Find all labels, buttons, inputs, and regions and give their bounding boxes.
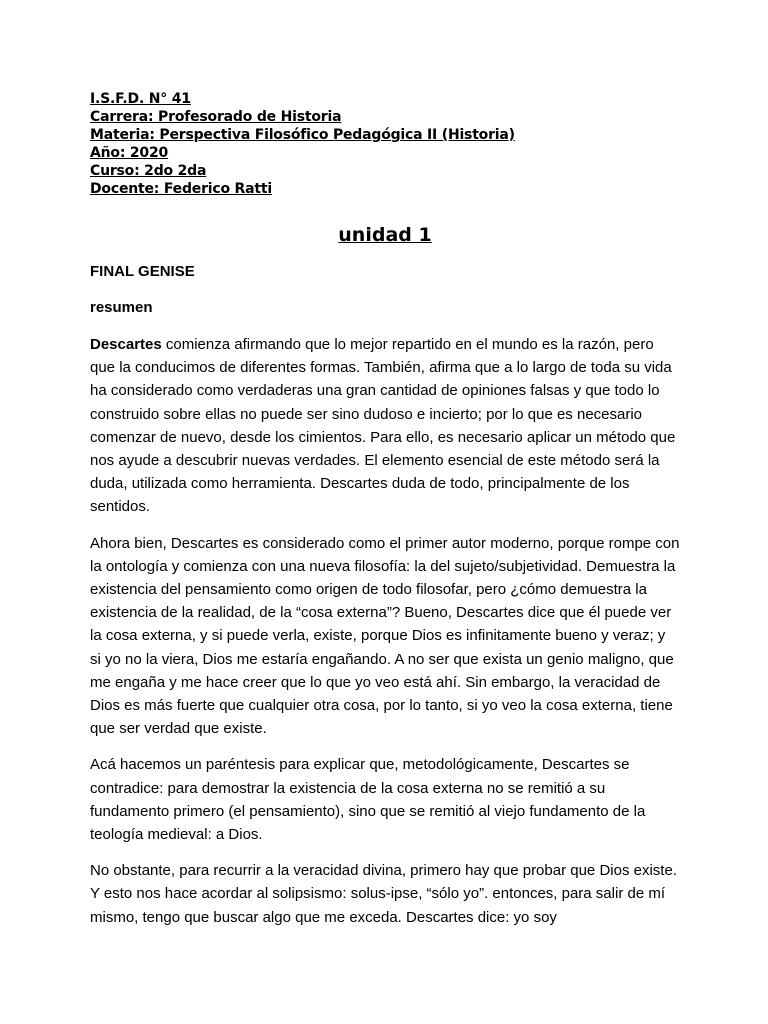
- final-label: FINAL GENISE: [90, 263, 195, 280]
- header-teacher: Docente: Federico Ratti: [90, 181, 272, 197]
- header-course: Curso: 2do 2da: [90, 163, 207, 179]
- header-year: Año: 2020: [90, 145, 169, 161]
- paragraph-1: [90, 333, 680, 519]
- paragraph-3: Acá hacemos un paréntesis para explicar que, metodológicamente, Descartes se contradice: para demostrar la existencia de la cosa externa no se remitió a su fundamento primero (el pensamiento), sino que se remitió al viejo fundamento de la teología medieval: a Dios.: [90, 756, 646, 844]
- header-subject: Materia: Perspectiva Filosófico Pedagógica II (Historia): [90, 127, 515, 143]
- summary-label: resumen: [90, 299, 153, 316]
- paragraph-4: No obstante, para recurrir a la veracidad divina, primero hay que probar que Dios existe. Y esto nos hace acordar al solipsismo: solus-ipse, “sólo yo”. entonces, para salir de mí mismo, tengo que buscar algo que me exceda. Descartes dice: yo soy: [90, 862, 677, 926]
- unit-title: unidad 1: [338, 224, 432, 246]
- header-career: Carrera: Profesorado de Historia: [90, 109, 342, 125]
- header-institution: I.S.F.D. N° 41: [90, 91, 191, 107]
- document-header: [90, 90, 680, 198]
- document-page: [90, 90, 680, 929]
- paragraph-2: Ahora bien, Descartes es considerado como el primer autor moderno, porque rompe con la ontología y comienza con una nueva filosofía: la del sujeto/subjetividad. Demuestra la existencia del pensamiento como origen de todo filosofar, pero ¿cómo demuestra la existencia de la realidad, de la “cosa externa”? Bueno, Descartes dice que él puede ver la cosa externa, y si puede verla, existe, porque Dios es infinitamente bueno y veraz; y si yo no la viera, Dios me estaría engañando. A no ser que exista un genio maligno, que me engaña y me hace creer que lo que yo veo está ahí. Sin embargo, la veracidad de Dios es más fuerte que cualquier otra cosa, por lo tanto, si yo veo la cosa externa, tiene que ser verdad que existe.: [90, 534, 680, 738]
- paragraph-1-text: comienza afirmando que lo mejor repartido en el mundo es la razón, pero que la conducimos de diferentes formas. También, afirma que a lo largo de toda su vida ha considerado como verdaderas una gran cantidad de opiniones falsas y que todo lo construido sobre ellas no puede ser sino dudoso e incierto; por lo que es necesario comenzar de nuevo, desde los cimientos. Para ello, es necesario aplicar un método que nos ayude a descubrir nuevas verdades. El elemento esencial de este método será la duda, utilizada como herramienta. Descartes duda de todo, principalmente de los sentidos.: [90, 336, 676, 516]
- paragraph-1-lead: Descartes: [90, 336, 162, 353]
